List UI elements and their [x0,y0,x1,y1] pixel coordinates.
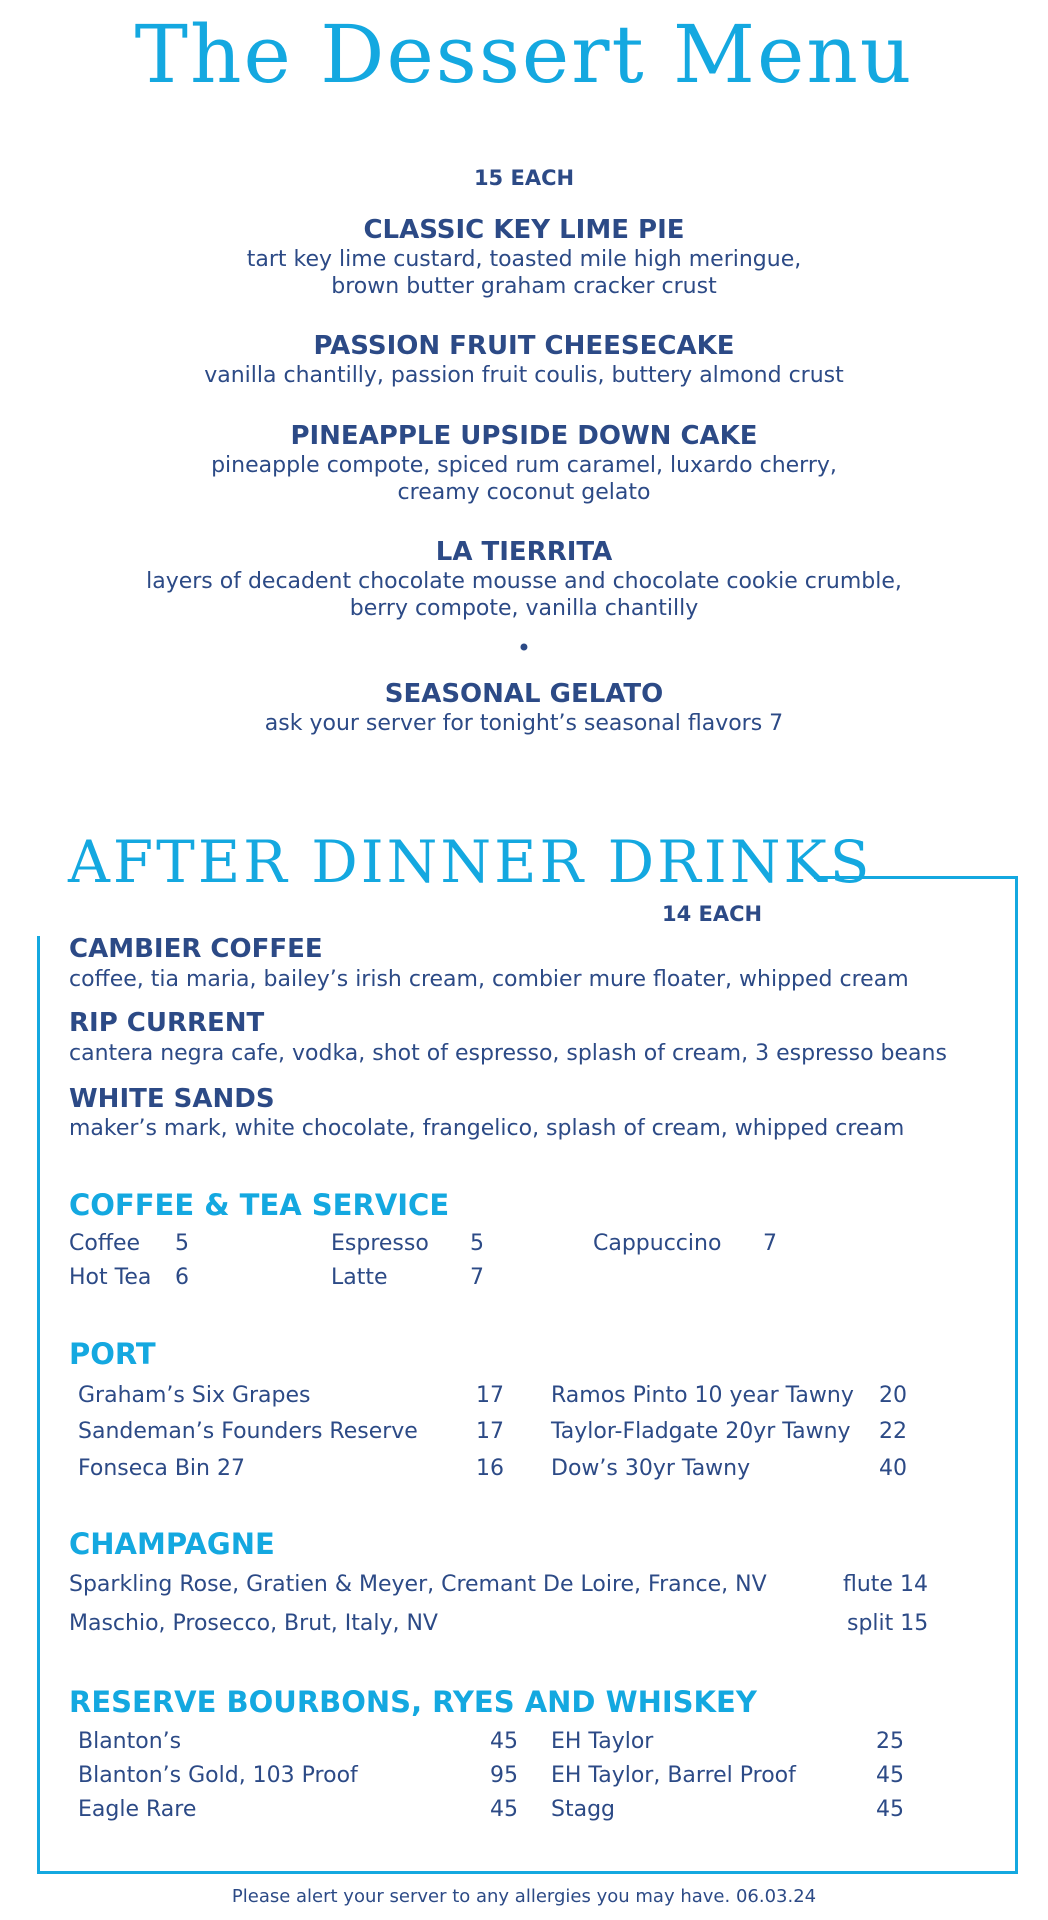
dessert-description: creamy coconut gelato [397,480,651,505]
champagne-item-name: Maschio, Prosecco, Brut, Italy, NV [69,1611,438,1636]
dessert-name: LA TIERRITA [435,537,613,567]
champagne-heading: CHAMPAGNE [69,1527,275,1561]
champagne-item-price: split 15 [847,1611,929,1636]
coffee-item-name: Hot Tea [69,1265,152,1290]
port-item-name: Sandeman’s Founders Reserve [78,1419,418,1444]
dessert-description: vanilla chantilly, passion fruit coulis, buttery almond crust [204,363,844,388]
port-item-price: 40 [879,1456,907,1481]
dessert-item [0,678,1048,737]
bourbons-heading: RESERVE BOURBONS, RYES AND WHISKEY [69,1685,757,1719]
dessert-description: berry compote, vanilla chantilly [349,596,699,621]
dessert-description: brown butter graham cracker crust [331,274,717,299]
drinks-price-heading: 14 EACH [662,902,763,926]
dessert-price-heading: 15 EACH [473,166,575,190]
coffee-item-price: 7 [470,1265,484,1290]
port-item-price: 17 [476,1419,504,1444]
dessert-description: ask your server for tonight’s seasonal flavors 7 [264,711,784,736]
coffee-item-price: 5 [470,1231,484,1256]
dessert-item [0,330,1048,389]
separator-bullet: • [516,634,532,662]
coffee-item-name: Cappuccino [593,1231,722,1256]
drink-name: RIP CURRENT [69,1008,265,1038]
bourbon-item-name: Stagg [551,1797,616,1822]
port-item-price: 22 [879,1419,907,1444]
coffee-item-name: Coffee [69,1231,141,1256]
drink-description: maker’s mark, white chocolate, frangelico, splash of cream, whipped cream [69,1116,905,1141]
drink-name: WHITE SANDS [69,1084,275,1114]
dessert-description: tart key lime custard, toasted mile high meringue, [246,247,802,272]
dessert-description: pineapple compote, spiced rum caramel, luxardo cherry, [211,453,837,478]
coffee-item-price: 7 [763,1231,777,1256]
bourbon-item-price: 45 [876,1763,904,1788]
coffee-item-price: 5 [175,1231,189,1256]
port-item-name: Dow’s 30yr Tawny [551,1456,751,1481]
drink-description: coffee, tia maria, bailey’s irish cream, combier mure floater, whipped cream [69,967,909,992]
dessert-name: SEASONAL GELATO [384,679,664,709]
port-item-name: Taylor-Fladgate 20yr Tawny [551,1419,851,1444]
drink-description: cantera negra cafe, vodka, shot of espresso, splash of cream, 3 espresso beans [69,1041,947,1066]
dessert-item [0,420,1048,506]
bourbon-item-price: 45 [490,1729,518,1754]
port-item-price: 17 [476,1383,504,1408]
allergy-footer-note: Please alert your server to any allergies you may have. 06.03.24 [231,1886,817,1907]
port-item-name: Fonseca Bin 27 [78,1456,245,1481]
bourbon-item-name: Eagle Rare [78,1797,197,1822]
port-item-name: Ramos Pinto 10 year Tawny [551,1383,854,1408]
bourbon-item-name: EH Taylor, Barrel Proof [551,1763,796,1788]
dessert-name: CLASSIC KEY LIME PIE [363,215,685,245]
port-item-price: 16 [476,1456,504,1481]
champagne-item-price: flute 14 [843,1572,928,1597]
coffee-item-name: Latte [331,1265,388,1290]
menu-title: The Dessert Menu [134,8,914,101]
dessert-item [0,536,1048,622]
bourbon-item-name: EH Taylor [551,1729,654,1754]
coffee-item-price: 6 [175,1265,189,1290]
port-item-price: 20 [879,1383,907,1408]
champagne-item-name: Sparkling Rose, Gratien & Meyer, Cremant De Loire, France, NV [69,1572,767,1597]
bourbon-item-price: 45 [490,1797,518,1822]
bourbon-item-name: Blanton’s Gold, 103 Proof [78,1763,358,1788]
drink-name: CAMBIER COFFEE [69,934,323,964]
bourbon-item-price: 25 [876,1729,904,1754]
dessert-item [0,214,1048,300]
coffee-tea-heading: COFFEE & TEA SERVICE [69,1188,450,1222]
port-heading: PORT [69,1337,156,1371]
frame-border-right [1015,876,1018,1874]
dessert-name: PINEAPPLE UPSIDE DOWN CAKE [290,421,758,451]
bourbon-item-price: 95 [490,1763,518,1788]
frame-border-bottom [37,1871,1018,1874]
bourbon-item-name: Blanton’s [78,1729,182,1754]
port-item-name: Graham’s Six Grapes [78,1383,311,1408]
drinks-title: AFTER DINNER DRINKS [68,828,873,896]
dessert-description: layers of decadent chocolate mousse and chocolate cookie crumble, [146,569,902,594]
dessert-name: PASSION FRUIT CHEESECAKE [313,331,735,361]
coffee-item-name: Espresso [331,1231,429,1256]
frame-border-left [37,936,40,1874]
bourbon-item-price: 45 [876,1797,904,1822]
